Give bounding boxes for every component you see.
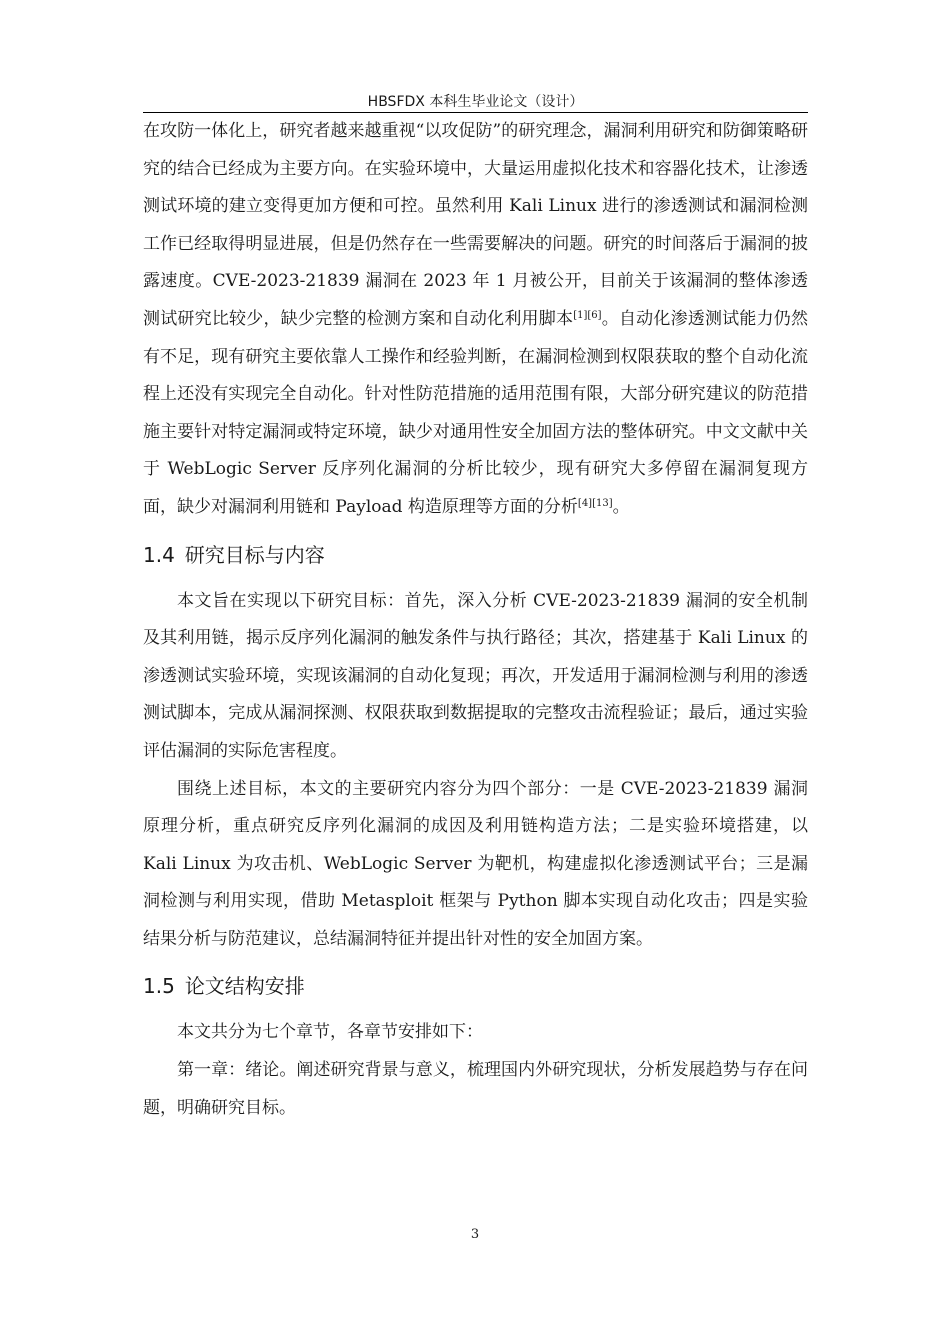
paragraph: 第一章：绪论。阐述研究背景与意义，梳理国内外研究现状，分析发展趋势与存在问题，明确研究目标。 [143, 1060, 808, 1118]
section-title: 论文结构安排 [184, 974, 305, 999]
paragraph: 本文旨在实现以下研究目标：首先，深入分析 CVE-2023-21839 漏洞的安全机制及其利用链，揭示反序列化漏洞的触发条件与执行路径；其次，搭建基于 Kali Linux 的渗透测试实验环境，实现该漏洞的自动化复现；再次，开发适用于漏洞检测与利用的渗透测试脚本，完成从漏洞探测、权限获取到数据提取的完整攻击流程验证；最后，通过实验评估漏洞的实际危害程度。 [143, 590, 808, 761]
section-heading [143, 527, 808, 583]
citation-ref: [1][6] [573, 309, 602, 321]
continued-paragraph [143, 113, 808, 527]
body-text [143, 113, 808, 1127]
page-header: HBSFDX 本科生毕业论文（设计） [367, 94, 584, 110]
section-number: 1.5 [143, 974, 175, 999]
section-heading [143, 958, 808, 1014]
section-number: 1.4 [143, 542, 175, 567]
page-number: 3 [470, 1227, 480, 1242]
paragraph-text: 。自动化渗透测试能力仍然有不足，现有研究主要依靠人工操作和经验判断，在漏洞检测到权限获取的整个自动化流程上还没有实现完全自动化。针对性防范措施的适用范围有限，大部分研究建议的防范措施主要针对特定漏洞或特定环境，缺少对通用性安全加固方法的整体研究。中文文献中关于 WebLogic Server 反序列化漏洞的分析比较少，现有研究大多停留在漏洞复现方面，缺少对漏洞利用链和 Payload 构造原理等方面的分析 [143, 308, 809, 517]
paragraph: 围绕上述目标，本文的主要研究内容分为四个部分：一是 CVE-2023-21839 漏洞原理分析，重点研究反序列化漏洞的成因及利用链构造方法；二是实验环境搭建，以 Kali Linux 为攻击机、WebLogic Server 为靶机，构建虚拟化渗透测试平台；三是漏洞检测与利用实现，借助 Metasploit 框架与 Python 脚本实现自动化攻击；四是实验结果分析与防范建议，总结漏洞特征并提出针对性的安全加固方案。 [143, 778, 808, 949]
section-title: 研究目标与内容 [184, 542, 325, 567]
citation-ref: [4][13] [577, 497, 613, 509]
paragraph-text: 。 [612, 496, 630, 517]
paragraph: 本文共分为七个章节，各章节安排如下： [177, 1022, 483, 1043]
paragraph-text: 在攻防一体化上，研究者越来越重视“以攻促防”的研究理念，漏洞利用研究和防御策略研究的结合已经成为主要方向。在实验环境中，大量运用虚拟化技术和容器化技术，让渗透测试环境的建立变得更加方便和可控。虽然利用 Kali Linux 进行的渗透测试和漏洞检测工作已经取得明显进展，但是仍然存在一些需要解决的问题。研究的时间落后于漏洞的披露速度。CVE-2023-21839 漏洞在 2023 年 1 月被公开，目前关于该漏洞的整体渗透测试研究比较少，缺少完整的检测方案和自动化利用脚本 [143, 121, 808, 329]
